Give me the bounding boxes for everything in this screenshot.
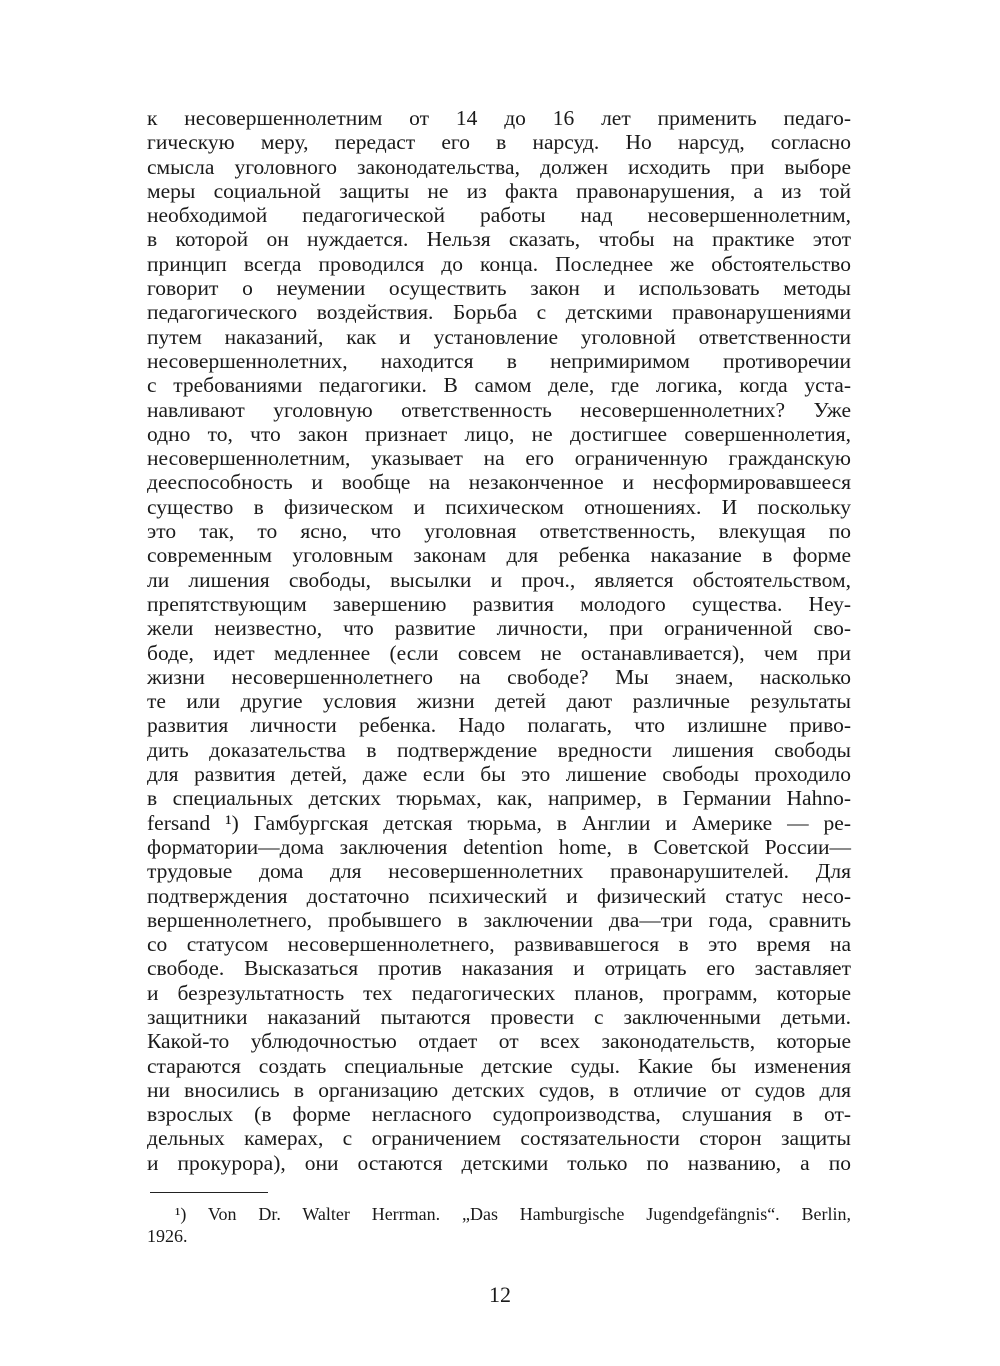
text-line: Какой-то ублюдочностью отдает от всех законодательств, которые [147,1029,851,1054]
text-line: дееспособность и вообще на незаконченное и несформировавшееся [147,470,851,495]
text-line: принцип всегда проводился до конца. Последнее же обстоятельство [147,251,851,276]
text-line: жизни несовершеннолетнего на свободе? Мы знаем, насколько [147,664,851,689]
text-line: fersand ¹) Гамбургская детская тюрьма, в Англии и Америке — ре- [147,810,851,835]
text-line: для развития детей, даже если бы это лишение свободы проходило [147,762,851,787]
text-line: говорит о неумении осуществить закон и использовать методы [147,276,851,301]
page-number: 12 [489,1282,511,1307]
text-line: препятствующим завершению развития молодого существа. Неу- [147,591,851,616]
text-line: боде, идет медленнее (если совсем не останавливается), чем при [147,640,851,665]
text-line: свободе. Высказаться против наказания и отрицать его заставляет [147,956,851,981]
text-line: трудовые дома для несовершеннолетних правонарушителей. Для [147,859,851,884]
text-line: к несовершеннолетним от 14 до 16 лет применить педаго- [147,106,851,130]
footnote-line: 1926. [147,1226,188,1246]
text-line: одно то, что закон признает лицо, не достигшее совершеннолетия, [147,421,851,446]
text-line: в специальных детских тюрьмах, как, например, в Германии Hahno- [147,786,851,811]
text-line: смысла уголовного законодательства, должен исходить при выборе [147,154,851,179]
text-line: и прокурора), они остаются детскими только по названию, а по [147,1150,851,1175]
text-line: существо в физическом и психическом отношениях. И поскольку [147,494,851,519]
text-line: это так, то ясно, что уголовная ответственность, влекущая по [147,519,851,544]
text-line: гическую меру, передаст его в нарсуд. Но нарсуд, согласно [147,130,851,155]
text-line: вершеннолетнего, пробывшего в заключении два—три года, сравнить [147,907,851,932]
text-line: защитники наказаний пытаются провести с заключенными детьми. [147,1004,851,1029]
text-line: дить доказательства в подтверждение вредности лишения свободы [147,737,851,762]
footnote-line: ¹) Von Dr. Walter Herrman. „Das Hamburgische Jugendgefängnis“. Berlin, [175,1204,851,1224]
text-line: взрослых (в форме негласного судопроизводства, слушания в от- [147,1102,851,1127]
footnote [147,1203,851,1247]
text-line: стараются создать специальные детские суды. Какие бы изменения [147,1053,851,1078]
text-line: развития личности ребенка. Надо полагать, что излишне приво- [147,713,851,738]
body-text [147,106,851,1175]
text-line: ни вносились в организацию детских судов, в отличие от судов для [147,1077,851,1102]
text-line: педагогического воздействия. Борьба с детскими правонарушениями [147,300,851,325]
text-line: навливают уголовную ответственность несовершеннолетних? Уже [147,397,851,422]
text-line: необходимой педагогической работы над несовершеннолетним, [147,203,851,228]
text-line: путем наказаний, как и установление уголовной ответственности [147,324,851,349]
text-line: современным уголовным законам для ребенка наказание в форме [147,543,851,568]
text-line: ли лишения свободы, высылки и проч., является обстоятельством, [147,567,851,592]
text-line: те или другие условия жизни детей дают различные результаты [147,689,851,714]
text-line: форматории—дома заключения detention home, в Советской России— [147,834,851,859]
text-line: в которой он нуждается. Нельзя сказать, чтобы на практике этот [147,227,851,252]
text-line: меры социальной защиты не из факта правонарушения, а из той [147,178,851,203]
text-line: подтверждения достаточно психический и физический статус несо- [147,883,851,908]
footnote-divider [150,1192,268,1193]
text-line: дельных камерах, с ограничением состязательности сторон защиты [147,1126,851,1151]
text-line: несовершеннолетним, указывает на его ограниченную гражданскую [147,446,851,471]
text-line: со статусом несовершеннолетнего, развивавшегося в это время на [147,932,851,957]
text-line: жели неизвестно, что развитие личности, при ограниченной сво- [147,616,851,641]
text-line: несовершеннолетних, находится в непримиримом противоречии [147,348,851,373]
text-line: и безрезультатность тех педагогических планов, программ, которые [147,980,851,1005]
text-line: с требованиями педагогики. В самом деле, где логика, когда уста- [147,373,851,398]
